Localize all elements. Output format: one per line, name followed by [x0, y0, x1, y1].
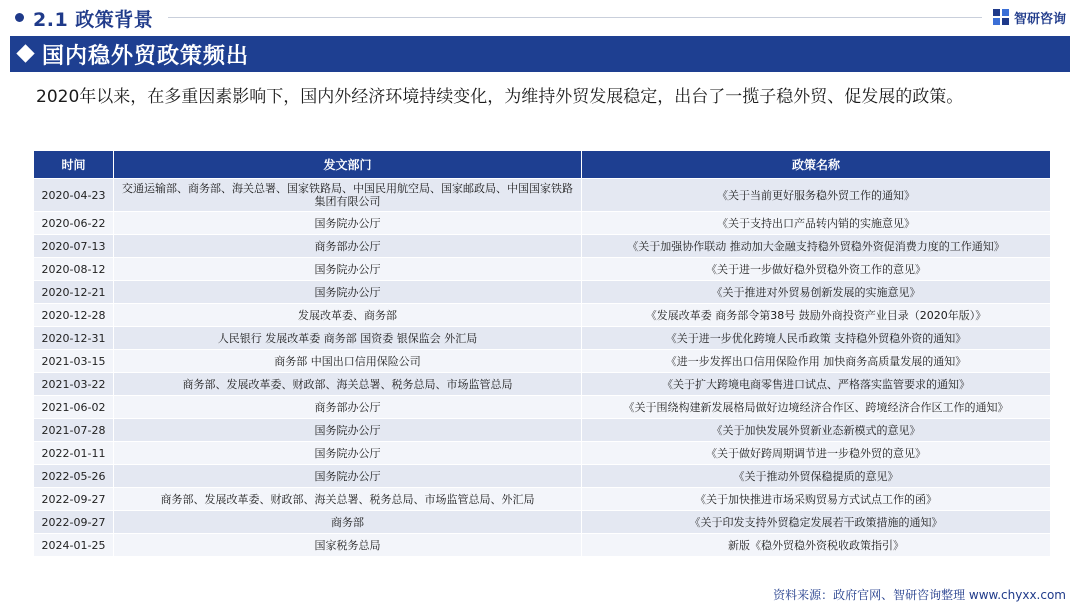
cell-date: 2020-12-31: [34, 327, 114, 350]
cell-dept: 国家税务总局: [114, 534, 582, 557]
intro-text: 2020年以来，在多重因素影响下，国内外经济环境持续变化，为维持外贸发展稳定，出台了一揽子稳外贸、促发展的政策。: [36, 87, 964, 107]
cell-date: 2020-07-13: [34, 235, 114, 258]
section-title: 2.1 政策背景: [33, 9, 154, 31]
divider: [168, 17, 982, 18]
cell-date: 2020-12-28: [34, 304, 114, 327]
cell-policy: 《关于印发支持外贸稳定发展若干政策措施的通知》: [582, 511, 1051, 534]
cell-policy: 《关于加快推进市场采购贸易方式试点工作的函》: [582, 488, 1051, 511]
cell-dept: 国务院办公厅: [114, 419, 582, 442]
cell-date: 2022-09-27: [34, 511, 114, 534]
table-header-row: [34, 151, 1051, 179]
header-date: 时间: [34, 151, 114, 179]
policy-table: [33, 150, 1051, 557]
bullet-dot-icon: [15, 13, 24, 22]
table-row: [34, 258, 1051, 281]
table-row: [34, 373, 1051, 396]
table-row: [34, 419, 1051, 442]
cell-policy: 《关于加快发展外贸新业态新模式的意见》: [582, 419, 1051, 442]
cell-policy: 《关于推进对外贸易创新发展的实施意见》: [582, 281, 1051, 304]
cell-dept: 发展改革委、商务部: [114, 304, 582, 327]
brand-logo: [992, 7, 1066, 27]
cell-dept: 国务院办公厅: [114, 465, 582, 488]
cell-policy: 《关于进一步优化跨境人民币政策 支持稳外贸稳外资的通知》: [582, 327, 1051, 350]
cell-date: 2022-01-11: [34, 442, 114, 465]
cell-dept: 商务部: [114, 511, 582, 534]
banner: [10, 36, 1070, 72]
cell-date: 2020-08-12: [34, 258, 114, 281]
table-row: [34, 396, 1051, 419]
table-row: [34, 235, 1051, 258]
cell-date: 2020-06-22: [34, 212, 114, 235]
cell-dept: 国务院办公厅: [114, 212, 582, 235]
table-row: [34, 488, 1051, 511]
table-row: [34, 350, 1051, 373]
header-dept: 发文部门: [114, 151, 582, 179]
cell-dept: 人民银行 发展改革委 商务部 国资委 银保监会 外汇局: [114, 327, 582, 350]
cell-date: 2021-07-28: [34, 419, 114, 442]
cell-policy: 《进一步发挥出口信用保险作用 加快商务高质量发展的通知》: [582, 350, 1051, 373]
cell-policy: 《关于扩大跨境电商零售进口试点、严格落实监管要求的通知》: [582, 373, 1051, 396]
cell-date: 2021-03-22: [34, 373, 114, 396]
cell-dept: 国务院办公厅: [114, 442, 582, 465]
table-row: [34, 179, 1051, 212]
header-policy: 政策名称: [582, 151, 1051, 179]
cell-policy: 《关于当前更好服务稳外贸工作的通知》: [582, 179, 1051, 212]
cell-date: 2024-01-25: [34, 534, 114, 557]
cell-dept: 商务部 中国出口信用保险公司: [114, 350, 582, 373]
top-bar: [0, 0, 1080, 34]
cell-policy: 《发展改革委 商务部令第38号 鼓励外商投资产业目录（2020年版）》: [582, 304, 1051, 327]
cell-dept: 国务院办公厅: [114, 281, 582, 304]
cell-policy: 《关于加强协作联动 推动加大金融支持稳外贸稳外资促消费力度的工作通知》: [582, 235, 1051, 258]
table-row: [34, 465, 1051, 488]
cell-policy: 《关于推动外贸保稳提质的意见》: [582, 465, 1051, 488]
cell-date: 2021-06-02: [34, 396, 114, 419]
cell-dept: 商务部办公厅: [114, 396, 582, 419]
diamond-icon: [16, 44, 34, 62]
table-row: [34, 534, 1051, 557]
cell-date: 2020-04-23: [34, 179, 114, 212]
cell-dept: 交通运输部、商务部、海关总署、国家铁路局、中国民用航空局、国家邮政局、中国国家铁路集团有限公司: [114, 179, 582, 212]
cell-dept: 商务部、发展改革委、财政部、海关总署、税务总局、市场监管总局、外汇局: [114, 488, 582, 511]
cell-policy: 《关于围绕构建新发展格局做好边境经济合作区、跨境经济合作区工作的通知》: [582, 396, 1051, 419]
banner-title: 国内稳外贸政策频出: [42, 44, 250, 69]
table-row: [34, 281, 1051, 304]
cell-date: 2022-09-27: [34, 488, 114, 511]
cell-dept: 商务部、发展改革委、财政部、海关总署、税务总局、市场监管总局: [114, 373, 582, 396]
cell-policy: 《关于做好跨周期调节进一步稳外贸的意见》: [582, 442, 1051, 465]
cell-dept: 商务部办公厅: [114, 235, 582, 258]
table-row: [34, 212, 1051, 235]
cell-date: 2020-12-21: [34, 281, 114, 304]
cell-policy: 《关于进一步做好稳外贸稳外资工作的意见》: [582, 258, 1051, 281]
cell-date: 2021-03-15: [34, 350, 114, 373]
cell-dept: 国务院办公厅: [114, 258, 582, 281]
table-row: [34, 304, 1051, 327]
brand-mark-icon: [992, 8, 1010, 26]
table-row: [34, 327, 1051, 350]
cell-policy: 新版《稳外贸稳外资税收政策指引》: [582, 534, 1051, 557]
table-row: [34, 511, 1051, 534]
cell-policy: 《关于支持出口产品转内销的实施意见》: [582, 212, 1051, 235]
source-note: 资料来源：政府官网、智研咨询整理 www.chyxx.com: [773, 588, 1066, 602]
table-row: [34, 442, 1051, 465]
brand-name: 智研咨询: [1013, 11, 1066, 27]
cell-date: 2022-05-26: [34, 465, 114, 488]
